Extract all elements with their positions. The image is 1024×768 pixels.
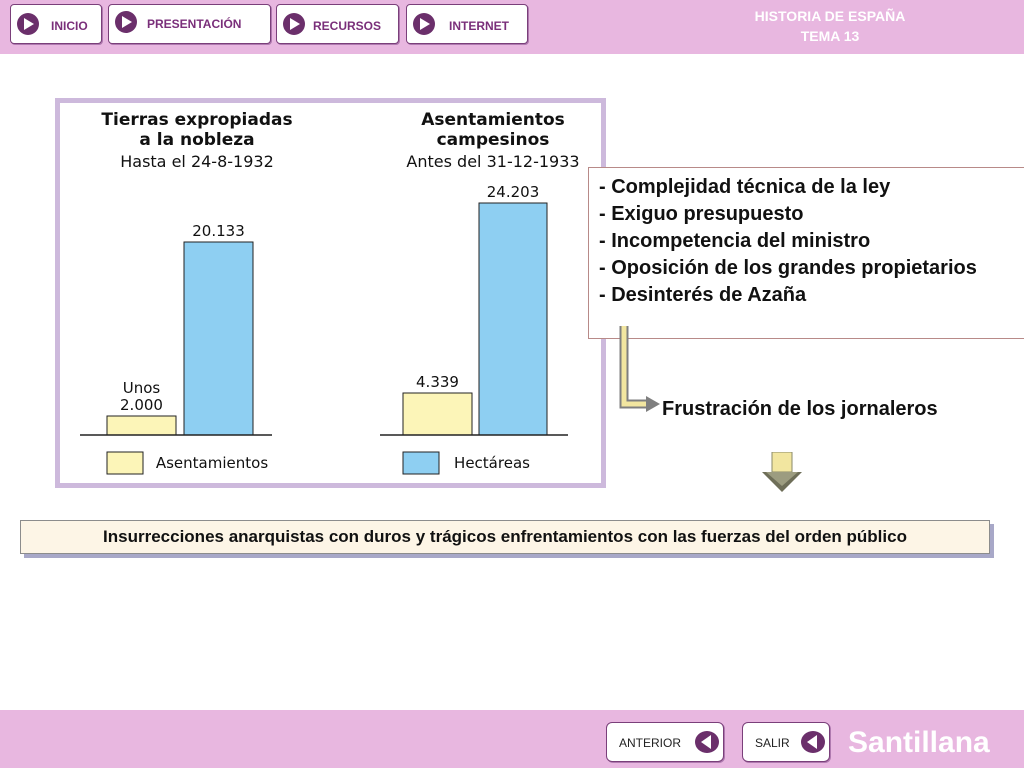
bar-asentamientos	[107, 416, 176, 435]
play-icon	[17, 13, 39, 35]
cause-item: - Exiguo presupuesto	[599, 203, 804, 225]
inicio-label: INICIO	[51, 19, 88, 33]
course-subject: HISTORIA DE ESPAÑA	[754, 8, 906, 24]
legend-label: Hectáreas	[454, 454, 530, 472]
down-arrow-icon	[762, 452, 804, 494]
bar-value-label: 4.339	[416, 373, 459, 391]
cause-item: - Desinterés de Azaña	[599, 284, 807, 306]
consequence-text: Frustración de los jornaleros	[662, 398, 938, 420]
cause-item: - Oposición de los grandes propietarios	[599, 257, 977, 279]
presentacion-label: PRESENTACIÓN	[147, 17, 242, 31]
brand-logo: Santillana	[848, 726, 990, 759]
anterior-button[interactable]	[606, 722, 724, 762]
inicio-button[interactable]	[10, 4, 102, 44]
legend-label: Asentamientos	[155, 454, 269, 472]
back-arrow-icon	[695, 731, 719, 753]
bar-asentamientos	[403, 393, 472, 435]
presentacion-button[interactable]	[108, 4, 271, 44]
result-banner: Insurrecciones anarquistas con duros y trágicos enfrentamientos con las fuerzas del orden público	[20, 520, 990, 554]
cause-item: - Incompetencia del ministro	[599, 230, 871, 252]
salir-button[interactable]	[742, 722, 830, 762]
recursos-button[interactable]	[276, 4, 399, 44]
course-unit: TEMA 13	[800, 28, 860, 44]
back-arrow-icon	[801, 731, 825, 753]
group-title: Tierras expropiadas	[101, 110, 293, 130]
bar-value-label: 20.133	[192, 222, 245, 240]
internet-label: INTERNET	[449, 19, 509, 33]
agrarian-reform-chart	[55, 98, 606, 488]
bar-hectareas	[479, 203, 547, 435]
legend-swatch	[107, 452, 143, 474]
internet-button[interactable]	[406, 4, 528, 44]
bar-hectareas	[184, 242, 253, 435]
chart-canvas	[60, 103, 601, 483]
cause-item: - Complejidad técnica de la ley	[599, 176, 891, 198]
legend-swatch	[403, 452, 439, 474]
play-icon	[413, 13, 435, 35]
bar-value-label: Unos	[122, 379, 161, 397]
play-icon	[283, 13, 305, 35]
recursos-label: RECURSOS	[313, 19, 382, 33]
elbow-arrow-icon	[618, 326, 662, 416]
group-title: campesinos	[436, 130, 550, 150]
bar-value-label: 2.000	[120, 396, 163, 414]
salir-label: SALIR	[755, 736, 790, 750]
group-subtitle: Antes del 31-12-1933	[406, 152, 580, 171]
causes-box	[588, 167, 1024, 339]
group-subtitle: Hasta el 24-8-1932	[120, 152, 274, 171]
group-title: Asentamientos	[421, 110, 565, 130]
play-icon	[115, 11, 137, 33]
bar-value-label: 24.203	[486, 183, 540, 201]
anterior-label: ANTERIOR	[619, 736, 682, 750]
group-title: a la nobleza	[139, 130, 255, 150]
course-title	[720, 6, 940, 46]
